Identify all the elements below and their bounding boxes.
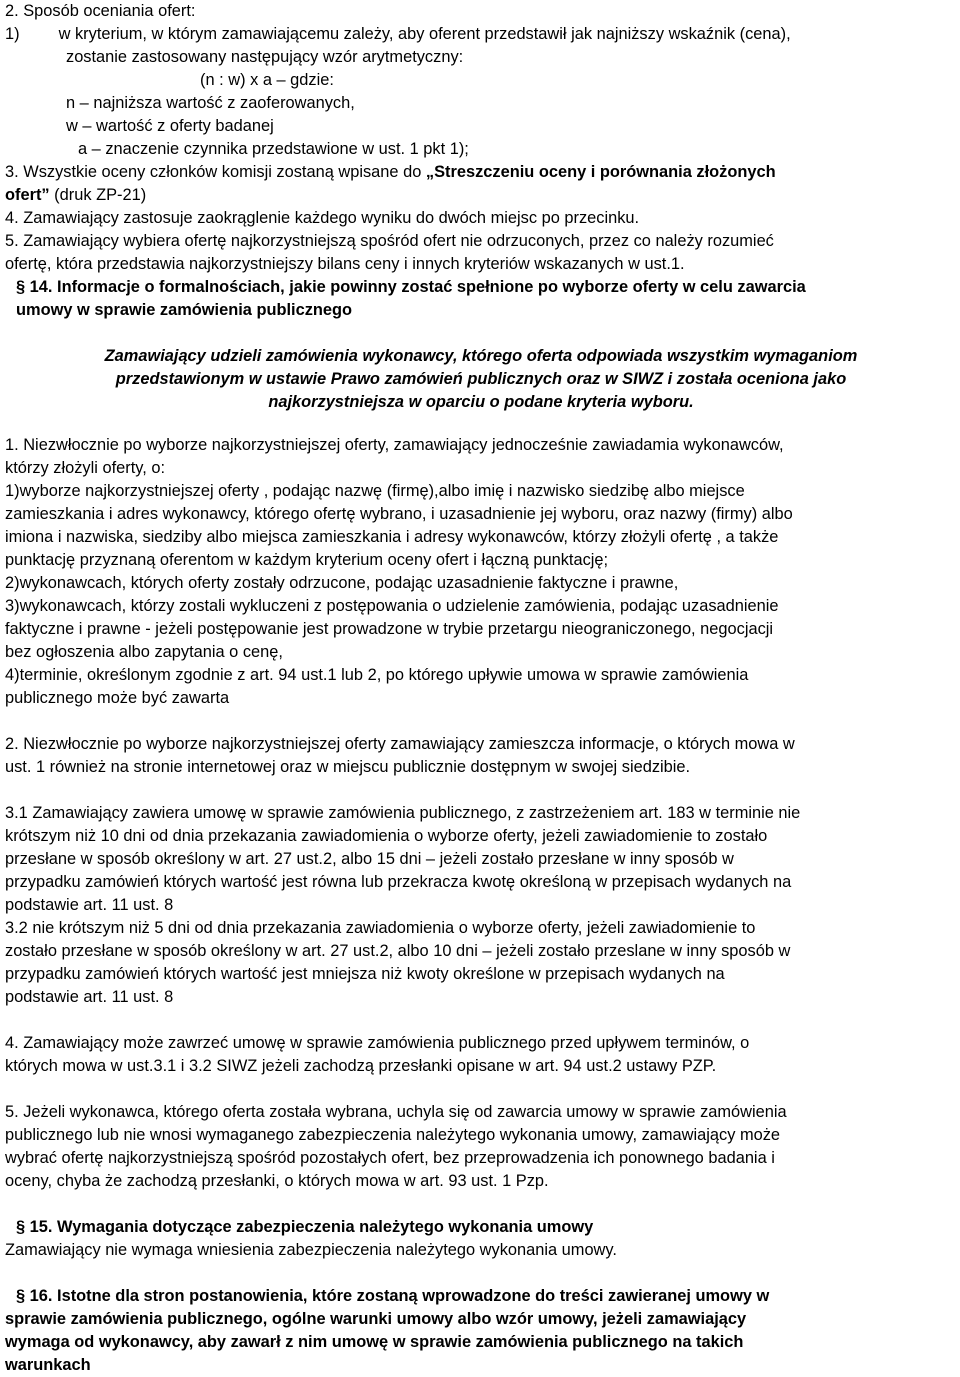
section-title: Informacje o formalnościach, jakie powinny zostać spełnione po wyborze oferty w celu zawarcia (52, 278, 806, 296)
text-line: 4)terminie, określonym zgodnie z art. 94 ust.1 lub 2, po którego upływie umowa w sprawie zamówienia (5, 666, 749, 684)
text-line: przesłane w sposób określony w art. 27 ust.2, albo 15 dni – jeżeli zostało przesłane w inny sposób w (5, 850, 734, 868)
paragraph-block-3 (5, 802, 957, 1009)
text-line: których mowa w ust.3.1 i 3.2 SIWZ jeżeli zachodzą przesłanki opisane w art. 94 ust.2 ustawy PZP. (5, 1057, 717, 1075)
text-line: imiona i nazwiska, siedziby albo miejsca zamieszkania i adresy wykonawców, którzy złożyli ofertę , a także (5, 528, 779, 546)
text-line: bez ogłoszenia albo zapytania o cenę, (5, 643, 283, 661)
text-line: 5. Jeżeli wykonawca, którego oferta została wybrana, uchyla się od zawarcia umowy w sprawie zamówienia (5, 1103, 787, 1121)
text-line: krótszym niż 10 dni od dnia przekazania zawiadomienia o wyborze oferty, jeżeli zawiadomienie to zostało (5, 827, 768, 845)
section-mark: § 16. (16, 1287, 53, 1305)
formula-var-n: n – najniższa wartość z zaoferowanych, (66, 94, 355, 112)
text-line: 3.1 Zamawiający zawiera umowę w sprawie zamówienia publicznego, z zastrzeżeniem art. 183 w terminie nie (5, 804, 801, 822)
section-14-title (5, 276, 957, 299)
paragraph-5: 5. Zamawiający wybiera ofertę najkorzystniejszą spośród ofert nie odrzuconych, przez co należy rozumieć (5, 232, 774, 250)
text-line: punktację przyznaną oferentom w każdym kryterium oceny ofert i łączną punktację; (5, 551, 609, 569)
paragraph-block-1 (5, 434, 957, 710)
centered-statement-2: przedstawionym w ustawie Prawo zamówień publicznych oraz w SIWZ i została oceniona jako (115, 370, 847, 388)
paragraph-block-5 (5, 1101, 957, 1193)
paragraph-3-cont (5, 184, 957, 207)
formula-var-w: w – wartość z oferty badanej (66, 117, 274, 135)
text-line: 4. Zamawiający może zawrzeć umowę w sprawie zamówienia publicznego przed upływem terminów, o (5, 1034, 750, 1052)
centered-statement-3: najkorzystniejsza w oparciu o podane kryteria wyboru. (268, 393, 694, 411)
item-number: 1) (5, 25, 20, 43)
text-line: 2. Niezwłocznie po wyborze najkorzystniejszej oferty zamawiający zamieszcza informacje, o których mowa w (5, 735, 795, 753)
text-line: publicznego może być zawarta (5, 689, 230, 707)
text-line: zamieszkania i adres wykonawcy, którego ofertę wybrano, i uzasadnienie jej wyboru, oraz nazwy (firmy) albo (5, 505, 793, 523)
section-16-title-cont: wymaga od wykonawcy, aby zawarł z nim umowę w sprawie zamówienia publicznego na takich (5, 1333, 744, 1351)
text-line: 3.2 nie krótszym niż 5 dni od dnia przekazania zawiadomienia o wyborze oferty, jeżeli zawiadomienie to (5, 919, 756, 937)
item-text: w kryterium, w którym zamawiającemu zależy, aby oferent przedstawił jak najniższy wskaźnik (cena), (58, 25, 791, 43)
paragraph-block-2 (5, 733, 957, 779)
section-mark: § 15. (16, 1218, 53, 1236)
text-line: oceny, chyba że zachodzą przesłanki, o których mowa w art. 93 ust. 1 Pzp. (5, 1172, 549, 1190)
paragraph-4: 4. Zamawiający zastosuje zaokrąglenie każdego wyniku do dwóch miejsc po przecinku. (5, 209, 640, 227)
section-mark: § 14. (16, 278, 53, 296)
text-line: podstawie art. 11 ust. 8 (5, 896, 174, 914)
text-line: przypadku zamówień których wartość jest równa lub przekracza kwotę określoną w przepisach wydanych na (5, 873, 792, 891)
paragraph-block-4 (5, 1032, 957, 1078)
paragraph-3 (5, 161, 957, 184)
formula: (n : w) x a – gdzie: (200, 71, 334, 89)
text-line: zostanie zastosowany następujący wzór arytmetyczny: (66, 48, 464, 66)
section-15-title (5, 1216, 957, 1239)
section-heading: 2. Sposób oceniania ofert: (5, 2, 196, 20)
section-16-title-cont: sprawie zamówienia publicznego, ogólne warunki umowy albo wzór umowy, jeżeli zamawiający (5, 1310, 747, 1328)
text-line: którzy złożyli oferty, o: (5, 459, 166, 477)
paragraph-5-cont: ofertę, która przedstawia najkorzystniejszy bilans ceny i innych kryteriów wskazanych w ust.1. (5, 255, 685, 273)
centered-statement-1: Zamawiający udzieli zamówienia wykonawcy, którego oferta odpowiada wszystkim wymaganiom (104, 347, 858, 365)
section-title: Wymagania dotyczące zabezpieczenia należytego wykonania umowy (52, 1218, 594, 1236)
text-run: (druk ZP-21) (49, 186, 147, 204)
text-line: ust. 1 również na stronie internetowej oraz w miejscu publicznie dostępnym w swojej siedzibie. (5, 758, 691, 776)
text-run: 3. Wszystkie oceny członków komisji zostaną wpisane do (5, 163, 426, 181)
text-line: publicznego lub nie wnosi wymaganego zabezpieczenia należytego wykonania umowy, zamawiający może (5, 1126, 781, 1144)
formula-var-a: a – znaczenie czynnika przedstawione w ust. 1 pkt 1); (78, 140, 469, 158)
bold-run: ofert” (5, 186, 50, 204)
text-line: wybrać ofertę najkorzystniejszą spośród pozostałych ofert, bez przeprowadzenia ich ponownego badania i (5, 1149, 775, 1167)
text-line: 1)wyborze najkorzystniejszej oferty , podając nazwę (firmę),albo imię i nazwisko siedzibę albo miejsce (5, 482, 745, 500)
section-14-title-cont: umowy w sprawie zamówienia publicznego (16, 301, 353, 319)
bold-run: „Streszczeniu oceny i porównania złożonych (425, 163, 776, 181)
text-line: zostało przesłane w sposób określony w art. 27 ust.2, albo 10 dni – jeżeli zostało przeslane w inny sposób w (5, 942, 791, 960)
text-line: 3)wykonawcach, którzy zostali wykluczeni z postępowania o udzielenie zamówienia, podając uzasadnienie (5, 597, 779, 615)
text-line: faktyczne i prawne - jeżeli postępowanie jest prowadzone w trybie przetargu nieograniczonego, negocjacji (5, 620, 774, 638)
section-title: Istotne dla stron postanowienia, które zostaną wprowadzone do treści zawieranej umowy w (52, 1287, 770, 1305)
text-line: 2)wykonawcach, których oferty zostały odrzucone, podając uzasadnienie faktyczne i prawne, (5, 574, 679, 592)
section-15-text: Zamawiający nie wymaga wniesienia zabezpieczenia należytego wykonania umowy. (5, 1241, 617, 1259)
text-line: podstawie art. 11 ust. 8 (5, 988, 174, 1006)
text-line: przypadku zamówień których wartość jest mniejsza niż kwoty określone w przepisach wydanych na (5, 965, 725, 983)
section-16-title-cont: warunkach (5, 1356, 91, 1374)
document-page (5, 0, 957, 1377)
text-line: 1. Niezwłocznie po wyborze najkorzystniejszej oferty, zamawiający jednocześnie zawiadamia wykonawców, (5, 436, 784, 454)
criterion-item (5, 23, 957, 46)
section-16-title (5, 1285, 957, 1308)
